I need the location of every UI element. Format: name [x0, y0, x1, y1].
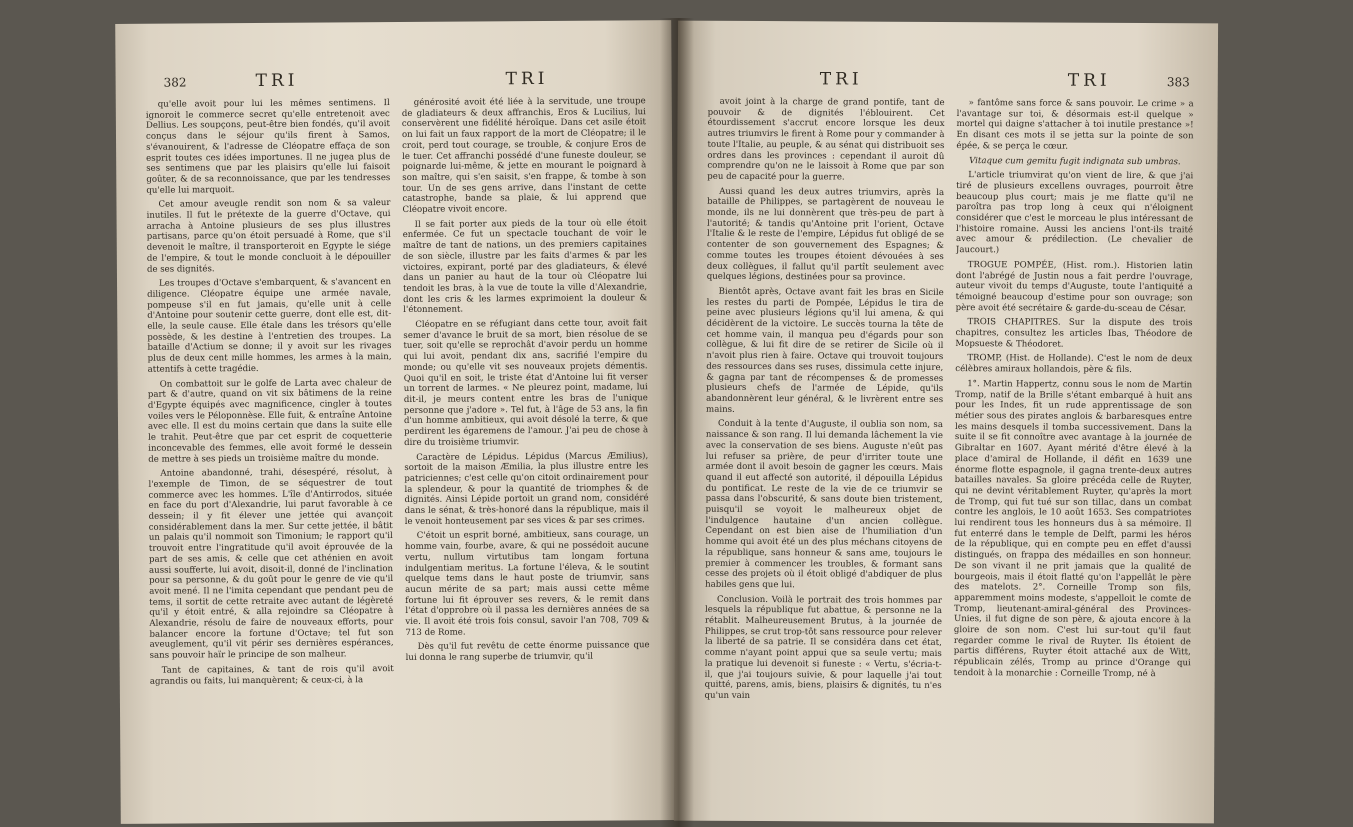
left-page-columns	[146, 96, 651, 819]
paragraph: qu'elle avoit pour lui les mêmes sentimens. Il ignoroit le commerce secret qu'elle entretenoit avec Dellius. Les soupçons, peut-être bien fondés, qu'il avoit conçus dans le séjour qu'ils firent à Samos, s'évanouirent, & l'adresse de Cléopatre effaça de son esprit toutes ces idées importunes. Il ne jugea plus de ses sentimens que par les plaisirs qu'elle lui faisoit goûter, & de sa reconnoissance, que par les tendresses qu'elle lui marquoit.	[145, 98, 391, 196]
paragraph: Les troupes d'Octave s'embarquent, & s'avancent en diligence. Cléopatre équipe une armée navale, pompeuse s'il en fut jamais, qu'elle unit à celle d'Antoine pour soutenir cette guerre, dont elle est, dit-elle, la seule cause. Elle étale dans les trésors qu'elle possède, & les destine à l'entretien des troupes. La bataille d'Actium se donne; il y avoit sur les rivages plus de deux cent mille hommes, les armes à la main, attentifs à cette tragédie.	[147, 277, 392, 375]
paragraph: C'étoit un esprit borné, ambitieux, sans courage, un homme vain, fourbe, avare, & qui ne possédoit aucune vertu, nullum virtutibus tam longam fortuna indulgentiam meritus. La fortune l'éleva, & le soutint quelque tems dans le haut poste de triumvir, sans aucun mérite de sa part; mais aussi cette même fortune lui fit éprouver ses revers, & le remit dans l'état d'opprobre où il passa les dernières années de sa vie. Il avoit été trois fois consul, savoir l'an 708, 709 & 713 de Rome.	[404, 529, 650, 638]
left-page-number: 382	[163, 75, 187, 90]
right-page-number: 383	[1166, 75, 1190, 90]
right-header-col1: TRI	[819, 69, 863, 90]
paragraph: L'article triumvirat qu'on vient de lire, & que j'ai tiré de plusieurs excellens ouvrages, pourroit être beaucoup plus court; mais je me flatte qu'il ne paroîtra pas trop long à ceux qui n'éloignent considérer que c'est le morceau le plus intéressant de l'histoire romaine. Aussi les anciens l'ont-ils traité avec amour & prédilection. (Le chevalier de Jaucourt.)	[955, 170, 1194, 256]
paragraph: Conclusion. Voilà le portrait des trois hommes par lesquels la république fut abattue, & personne ne la rétablit. Malheureusement Brutus, à la journée de Philippes, se crut trop-tôt sans ressource pour relever la liberté de sa patrie. Il se considéra dans cet état, comme n'ayant point appui que sa seule vertu; mais la pratique lui devenoit si funeste : « Vertu, s'écria-t-il, que j'ai toujours suivie, & pour laquelle j'ai tout quitté, parens, amis, biens, plaisirs & dignités, tu n'es qu'un vain	[704, 594, 943, 701]
paragraph: 1°. Martin Happertz, connu sous le nom de Martin Tromp, natif de la Brille s'étant embarqué à huit ans pour les Indes, fit un rude apprentissage de son métier sous des pirates anglois & barbaresques entre les mains desquels il tomba successivement. Dans la suite il se fit connoître avec avantage à la journée de Gibraltar en 1607. Ayant mérité d'être élevé à la place d'amiral de Hollande, il défit en 1639 une énorme flotte espagnole, il gagna trente-deux autres batailles navales. Sa gloire précéda celle de Ruyter, qui ne devint véritablement Ruyter, qu'après la mort de Tromp, qui fut tué sur son tillac, dans un combat contre les anglois, le 10 août 1653. Ses compatriotes lui rendirent tous les honneurs dus à sa mémoire. Il fut enterré dans le temple de Delft, parmi les héros de la république, qui en compte peu en effet d'aussi distingués, on frappa des médailles en son honneur. De son vivant il ne prit jamais que la qualité de bourgeois, mais il étoit flatté qu'on l'appellât le père des matelots. 2°. Corneille Tromp son fils, apparemment moins modeste, s'appelloit le comte de Tromp, lieutenant-amiral-général des Provinces-Unies, il fut digne de son père, & ajouta encore à la gloire de son nom. C'est lui sur-tout qu'il faut regarder comme le rival de Ruyter. Ils étoient de partis différens, Ruyter étoit attaché aux de Witt, républicain zélés, Tromp au prince d'Orange qui tendoit à la monarchie : Corneille Tromp, né à	[953, 378, 1193, 679]
right-page-header	[708, 69, 1194, 94]
right-col-1	[704, 97, 945, 818]
entry-trogue-pompee: TROGUE POMPÉE, (Hist. rom.). Historien latin dont l'abrégé de Justin nous a fait perdre l'ouvrage, auteur vivoit du temps d'Auguste, toute l'antiquité a témoigné beaucoup d'estime pour son ouvrage; son père avoit été secrétaire & garde-du-sceau de César.	[955, 259, 1193, 314]
left-page-header	[146, 68, 646, 93]
right-page	[674, 21, 1218, 824]
entry-trois-chapitres: TROIS CHAPITRES. Sur la dispute des trois chapitres, consultez les articles Ibas, Théodore de Mopsueste & Théodoret.	[955, 317, 1193, 350]
paragraph: avoit joint à la charge de grand pontife, tant de pouvoir & de dignités l'éblouirent. Cet étourdissement s'accrut encore lorsque les deux autres triumvirs le firent à Rome pour y commander à toute l'Italie, au peuple, & au sénat qui distribuoit ses ordres dans les provinces : cependant il auroit dû comprendre qu'on ne le laissoit à Rome que par son peu de capacité pour la guerre.	[707, 96, 945, 183]
paragraph: On combattoit sur le golfe de Larta avec chaleur de part & d'autre, quand on vit six bâtimens de la reine d'Egypte équipés avec magnificence, cingler à toutes voiles vers le Péloponnèse. Elle fuit, & entraîne Antoine avec elle. Il est du moins certain que dans la suite elle le trahit. Peut-être que par cet esprit de coquetterie inconcevable des femmes, elle avoit formé le dessein de mettre à ses pieds un troisième maître du monde.	[147, 377, 393, 465]
left-header-col2: TRI	[505, 68, 549, 90]
paragraph: Cet amour aveugle rendit son nom & sa valeur inutiles. Il fut le prétexte de la guerre d'Octave, qui arracha à Antoine plusieurs de ses plus illustres partisans, parce qu'on étoit persuadé à Rome, que s'il devenoit le maître, il transporteroit en Egypte le siége de l'empire, & tout le monde concluoit à le dépouiller de ses dignités.	[146, 198, 391, 275]
latin-verse: Vitaque cum gemitu fugit indignata sub umbras.	[969, 155, 1181, 167]
paragraph: Dès qu'il fut revêtu de cette énorme puissance que lui donna le rang superbe de triumvir, qu'il	[405, 640, 650, 664]
paragraph: Conduit à la tente d'Auguste, il oublia son nom, sa naissance & son rang. Il lui demanda lâchement la vie avec la conservation de ses biens. Auguste n'eût pas lui refuser sa prière, de peur d'irriter toute une armée dont il avoit besoin de gagner les cœurs. Mais quand il eut affecté son autorité, il dépouilla Lépidus du pontificat. Le reste de la vie de ce triumvir se passa dans l'obscurité, & sans doute bien tristement, puisqu'il se voyoit le malheureux objet de l'indulgence hautaine d'un ancien collègue. Cependant on est bien aise de l'humiliation d'un homme qui avoit été un des plus méchans citoyens de la république, sans honneur & sans ame, toujours le premier à commencer les troubles, & formant sans cesse des projets où il étoit obligé d'abdiquer de plus habiles gens que lui.	[705, 419, 944, 591]
paragraph: Aussi quand les deux autres triumvirs, après la bataille de Philippes, se partagèrent de nouveau le monde, ils ne lui donnèrent que très-peu de part à l'autorité; & tandis qu'Antoine prit l'orient, Octave l'Italie & le reste de l'empire, Lépidus fut obligé de se contenter de son gouvernement des Espagnes; & comme toutes les troupes étoient dévouées à ses deux collègues, il fallut qu'il partît seulement avec quelques légions, destinées pour sa province.	[706, 186, 945, 284]
paragraph: Cléopatre en se réfugiant dans cette tour, avoit fait semer d'avance le bruit de sa mort, bien résolue de se tuer, soit qu'elle se reprochât d'avoir perdu un homme qui lui avoit, pendant dix ans, sacrifié l'empire du monde; ou qu'elle vit ses nouveaux projets démentis. Quoi qu'il en soit, le triste état d'Antoine lui fit verser un torrent de larmes. « Ne pleurez point, madame, lui dit-il, je meurs content entre les bras de l'unique personne que j'adore ». Tel fut, à l'âge de 53 ans, la fin d'un homme ambitieux, qui avoit désolé la terre, & que perdirent les égaremens de l'amour. J'ai peu de chose à dire du troisième triumvir.	[403, 318, 649, 448]
paragraph: Il se fait porter aux pieds de la tour où elle étoit enfermée. Ce fut un spectacle touchant de voir le maître de tant de nations, un des premiers capitaines de son siècle, illustre par les faits d'armes & par les victoires, expirant, porté par des gladiateurs, & élevé dans un panier au haut de la tour où Cléopatre lui tendoit les bras, à la vue de toute la ville d'Alexandrie, dont les cris & les larmes exprimoient la douleur & l'étonnement.	[402, 217, 648, 316]
right-page-columns	[704, 97, 1194, 820]
paragraph: Tant de capitaines, & tant de rois qu'il avoit agrandis ou faits, lui manquèrent; & ceux-ci, à la	[149, 663, 394, 687]
right-col-2	[953, 98, 1194, 819]
right-header-col2: TRI	[1067, 70, 1111, 91]
left-page	[115, 20, 677, 824]
left-header-col1: TRI	[255, 70, 299, 91]
paragraph: Antoine abandonné, trahi, désespéré, résolut, à l'exemple de Timon, de se séquestrer de tout commerce avec les hommes. L'île d'Antirrodos, située en face du port d'Alexandrie, lui parut favorable à ce dessein; il y fit élever une jettée qui avançoit considérablement dans la mer. Sur cette jettée, il bâtit un palais qu'il nommoit son Timonium; le rapport qu'il trouvoit entre l'ingratitude qu'il avoit éprouvée de la part de ses amis, & celle que cet athénien en avoit aussi soufferte, lui avoit, disoit-il, donné de l'inclination pour sa personne, & du goût pour le genre de vie qu'il avoit mené. Il ne l'imita cependant que pendant peu de tems, il sortit de cette retraite avec autant de légèreté qu'il y étoit entré, & alla rejoindre sa Cléopatre à Alexandrie, résolu de faire de nouveaux efforts, pour balancer encore la fortune d'Octave; tel fut son aveuglement, qu'il vit périr ses dernières espérances, sans pouvoir haïr le principe de son malheur.	[148, 467, 394, 661]
paragraph: Caractère de Lépidus. Lépidus (Marcus Æmilius), sortoit de la maison Æmilia, la plus illustre entre les patriciennes; c'est celle qu'on citoit ordinairement pour la splendeur, & pour la quantité de triomphes & de dignités. Ainsi Lépide portoit un grand nom, considéré dans le sénat, & très-honoré dans la république, mais il le venoit honteusement par ses vices & par ses crimes.	[404, 450, 649, 527]
paragraph: » fantôme sans force & sans pouvoir. Le crime » a l'avantage sur toi, & désormais est-il quelque » mortel qui daigne s'attacher à toi inutile prestance »! En disant ces mots il se jetta sur la pointe de son épée, & se perça le cœur.	[956, 98, 1194, 152]
paragraph: générosité avoit été liée à la servitude, une troupe de gladiateurs & deux affranchis, Eros & Lucilius, lui conservèrent une fidélité héroïque. Dans cet asile étoit on lui fait un faux rapport de la mort de Cléopatre; il le croit, perd tout courage, se trouble, & conjure Eros de le tuer. Cet affranchi possédé d'une funeste douleur, se poignarde lui-même, & jette en mourant le poignard à son maître, qui s'en saisit, s'en frappe, & tombe à son tour. Un de ses gens arrive, dans l'instant de cette catastrophe, bande sa plaie, & lui apprend que Cléopatre vivoit encore.	[401, 96, 647, 215]
left-col-2	[402, 96, 651, 818]
entry-tromp: TROMP, (Hist. de Hollande). C'est le nom de deux célèbres amiraux hollandois, père & fils.	[955, 353, 1193, 376]
left-col-1	[146, 98, 395, 820]
paragraph: Bientôt après, Octave avant fait les bras en Sicile les restes du parti de Pompée, Lépidus le tira de peine avec plusieurs légions qu'il lui amena, & qui décidèrent de la victoire. Le succès tourna la tête de cet homme vain, il manqua peu d'égards pour son collègue, & lui fit dire de se retirer de Sicile où il n'avoit plus rien à faire. Octave qui trouvoit toujours des ressources dans ses ruses, dissimula cette injure, & gagna par tant de récompenses & de promesses plusieurs chefs de l'armée de Lépide, qu'ils abandonnèrent leur général, & le livrèrent entre ses mains.	[706, 286, 944, 415]
